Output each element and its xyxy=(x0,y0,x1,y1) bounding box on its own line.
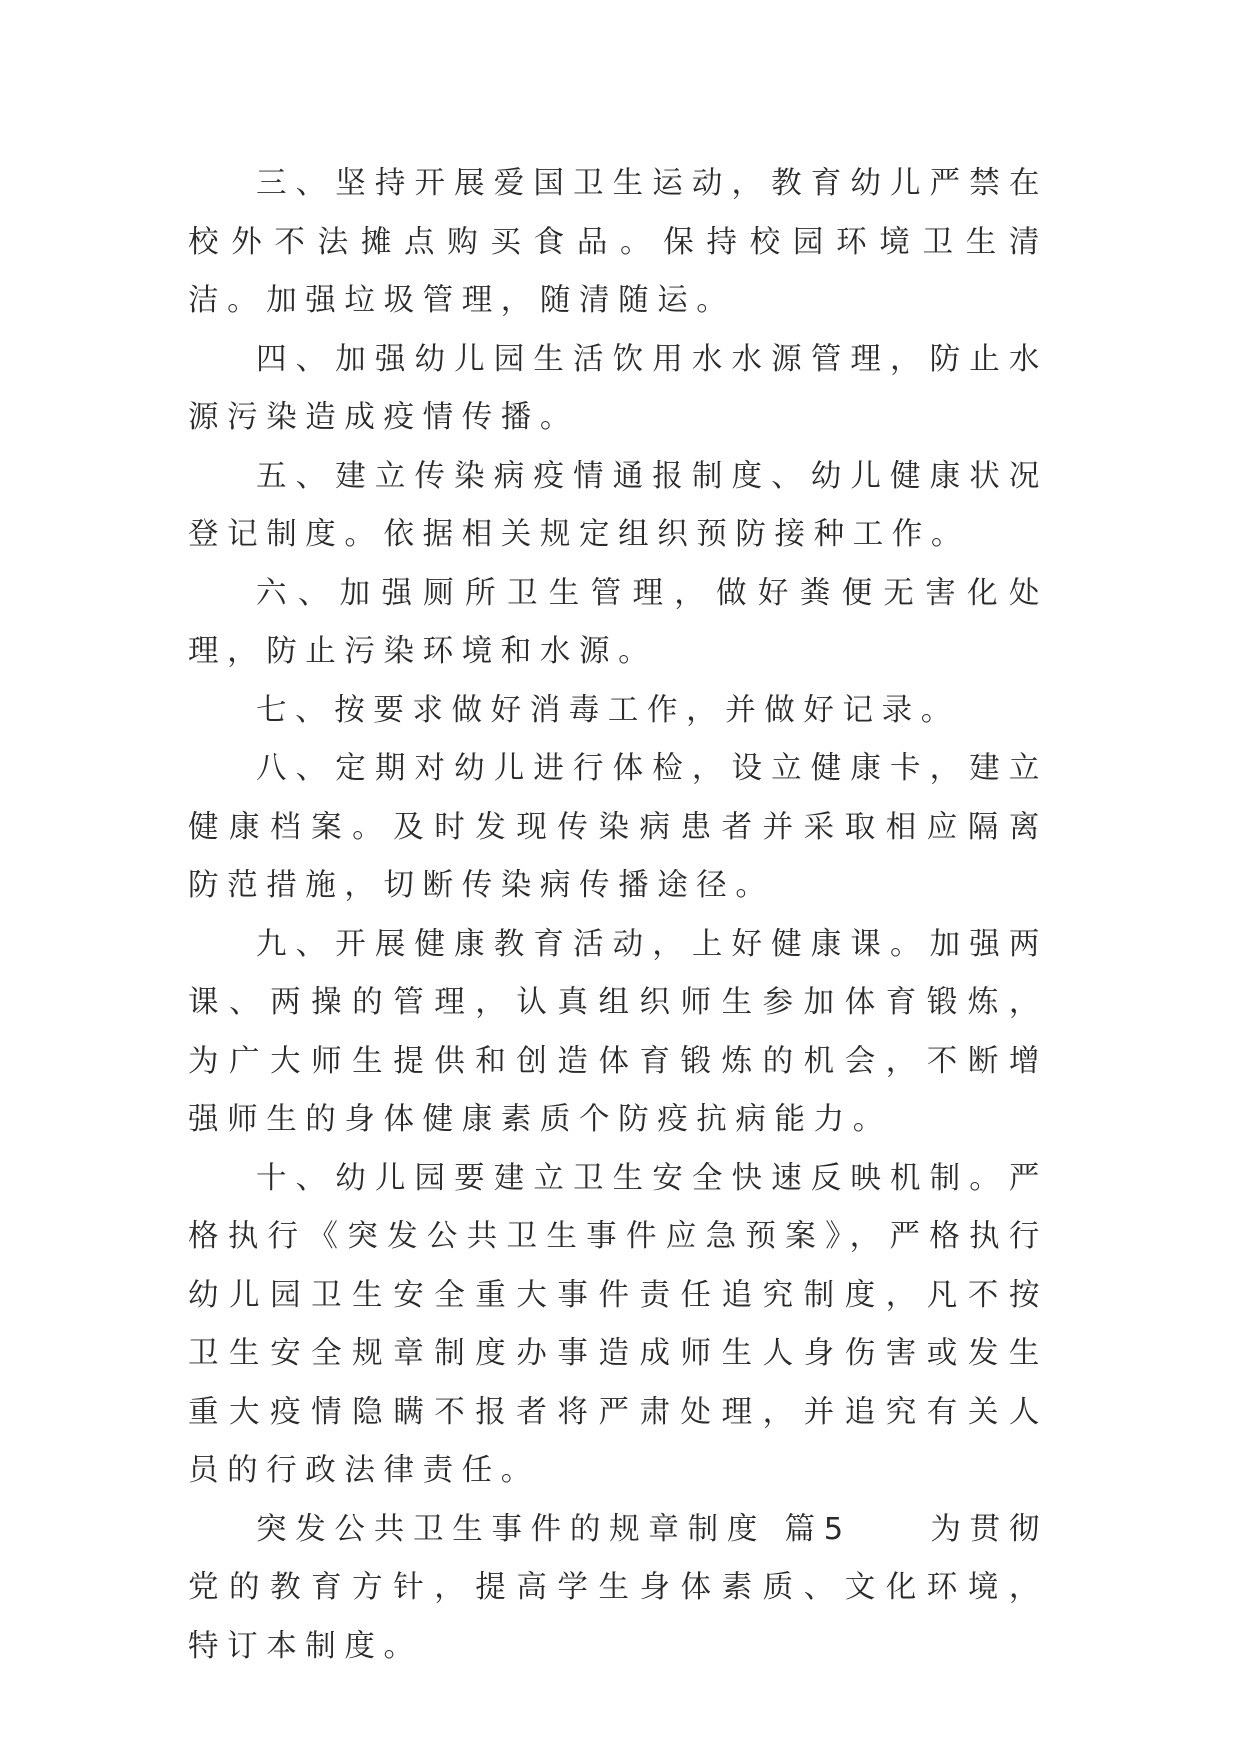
paragraph-10-response-mechanism: 十、幼儿园要建立卫生安全快速反映机制。严格执行《突发公共卫生事件应急预案》，严格执行幼儿园卫生安全重大事件责任追究制度，凡不按卫生安全规章制度办事造成师生人身伤害或发生重大疫情隐瞒不报者将严肃处理，并追究有关人员的行政法律责任。 xyxy=(188,1160,1048,1488)
paragraph-5-epidemic-reporting: 五、建立传染病疫情通报制度、幼儿健康状况登记制度。依据相关规定组织预防接种工作。 xyxy=(188,458,1048,552)
paragraph-6-toilet-hygiene: 六、加强厕所卫生管理，做好粪便无害化处理，防止污染环境和水源。 xyxy=(188,575,1048,669)
paragraph-7-disinfection: 七、按要求做好消毒工作，并做好记录。 xyxy=(256,692,960,728)
paragraph-8-health-checkup: 八、定期对幼儿进行体检，设立健康卡，建立健康档案。及时发现传染病患者并采取相应隔离防范措施，切断传染病传播途径。 xyxy=(188,751,1048,903)
paragraph-4-water-source: 四、加强幼儿园生活饮用水水源管理，防止水源污染造成疫情传播。 xyxy=(188,341,1048,435)
paragraph-3-sanitation-campaign: 三、坚持开展爱国卫生运动，教育幼儿严禁在校外不法摊点购买食品。保持校园环境卫生清洁。加强垃圾管理，随清随运。 xyxy=(188,166,1048,318)
paragraph-section-5-intro: 突发公共卫生事件的规章制度 篇5 为贯彻党的教育方针，提高学生身体素质、文化环境，特订本制度。 xyxy=(188,1511,1048,1664)
paragraph-9-health-education: 九、开展健康教育活动，上好健康课。加强两课、两操的管理，认真组织师生参加体育锻炼，为广大师生提供和创造体育锻炼的机会，不断增强师生的身体健康素质个防疫抗病能力。 xyxy=(188,926,1048,1137)
document-body xyxy=(188,155,1048,1676)
